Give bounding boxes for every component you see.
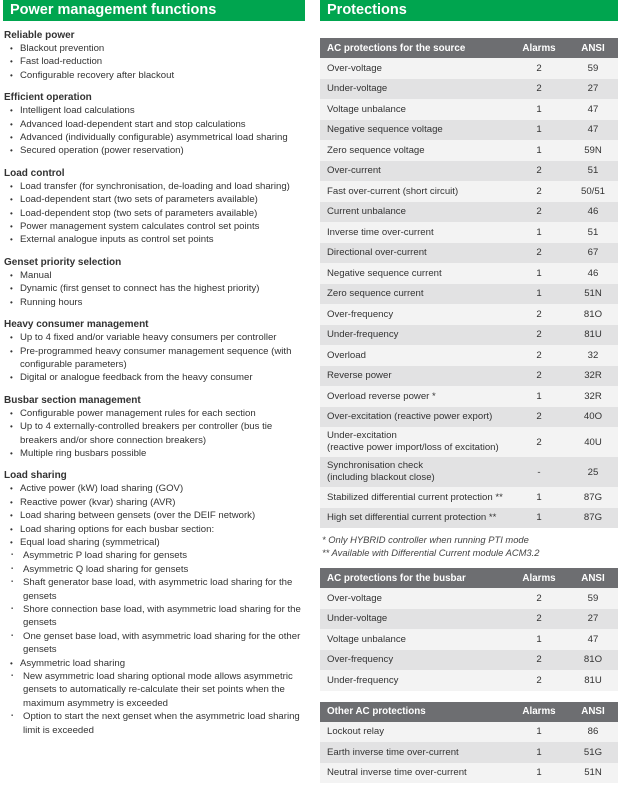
alarms-count: 1 — [510, 742, 568, 763]
table-header-row — [320, 702, 618, 722]
ansi-code: 51G — [568, 742, 618, 763]
header-ansi: ANSI — [568, 568, 618, 588]
protection-name-detail: (including blackout close) — [327, 472, 435, 483]
alarms-count: 2 — [510, 345, 568, 366]
table-row — [320, 487, 618, 508]
protection-name: Negative sequence current — [320, 263, 510, 284]
table-body — [320, 58, 618, 528]
alarms-count: 1 — [510, 629, 568, 650]
list-item — [3, 657, 305, 737]
table-row — [320, 263, 618, 284]
table-row — [320, 763, 618, 784]
sub-list-item: ▪ Shaft generator base load, with asymmetric load sharing for the gensets — [3, 576, 305, 603]
protection-name-detail: (reactive power import/loss of excitation) — [327, 442, 499, 453]
section-title: Reliable power — [4, 30, 75, 41]
ansi-code: 81O — [568, 650, 618, 671]
table-row — [320, 99, 618, 120]
protections-column — [320, 0, 618, 783]
ansi-code: 59 — [568, 588, 618, 609]
ansi-code: 32 — [568, 345, 618, 366]
ansi-code: 46 — [568, 263, 618, 284]
alarms-count: 2 — [510, 650, 568, 671]
table-row — [320, 222, 618, 243]
ansi-code: 27 — [568, 79, 618, 100]
table-row — [320, 427, 618, 457]
alarms-count: 2 — [510, 243, 568, 264]
ansi-code: 59 — [568, 58, 618, 79]
protection-name: Earth inverse time over-current — [320, 742, 510, 763]
table-body — [320, 588, 618, 691]
sub-list-item: ▪ One genset base load, with asymmetric load sharing for the other gensets — [3, 630, 305, 657]
table-row — [320, 202, 618, 223]
table-row — [320, 386, 618, 407]
table-row — [320, 304, 618, 325]
power-management-banner: Power management functions — [3, 0, 305, 21]
table-row — [320, 58, 618, 79]
section-title: Busbar section management — [4, 394, 141, 406]
source-protections-table — [320, 38, 618, 528]
list-item: • Dynamic (first genset to connect has the highest priority) — [3, 282, 305, 295]
sub-list-item: ▪ Asymmetric Q load sharing for gensets — [3, 563, 305, 576]
section-title: Load sharing — [4, 470, 67, 482]
protection-name: Over-frequency — [320, 650, 510, 671]
table-header-row — [320, 568, 618, 588]
footnotes — [322, 534, 618, 559]
list-item-label: Equal load sharing (symmetrical) — [20, 536, 160, 548]
list-item: • Advanced (individually configurable) asymmetrical load sharing — [3, 131, 305, 144]
table-row — [320, 508, 618, 529]
protection-name: Stabilized differential current protection ** — [320, 487, 510, 508]
protection-name: Zero sequence voltage — [320, 140, 510, 161]
alarms-count: 1 — [510, 263, 568, 284]
ansi-code: 86 — [568, 722, 618, 743]
ansi-code: 27 — [568, 609, 618, 630]
ansi-code: 51N — [568, 763, 618, 784]
alarms-count: 1 — [510, 222, 568, 243]
section-title: Heavy consumer management — [4, 319, 149, 331]
ansi-code: 47 — [568, 629, 618, 650]
list-item: • Load sharing between gensets (over the DEIF network) — [3, 509, 305, 522]
protection-name: Under-frequency — [320, 670, 510, 691]
section-heavy-consumer — [3, 318, 305, 385]
section-title: Genset priority selection — [4, 256, 122, 268]
section-reliable-power — [3, 29, 305, 82]
list-item: • Load sharing options for each busbar section: — [3, 523, 305, 536]
alarms-count: 2 — [510, 181, 568, 202]
header-ansi: ANSI — [568, 38, 618, 58]
list-item: • Configurable recovery after blackout — [3, 69, 305, 82]
table-header-row — [320, 38, 618, 58]
header-name: Other AC protections — [320, 702, 510, 722]
list-item: • Digital or analogue feedback from the heavy consumer — [3, 371, 305, 384]
power-management-column — [3, 0, 305, 737]
alarms-count: 1 — [510, 284, 568, 305]
protection-name: Under-frequency — [320, 325, 510, 346]
table-row — [320, 120, 618, 141]
alarms-count: 2 — [510, 304, 568, 325]
section-genset-priority — [3, 256, 305, 309]
table-row — [320, 609, 618, 630]
alarms-count: 2 — [510, 366, 568, 387]
ansi-code: 32R — [568, 366, 618, 387]
sub-list-item: ▪ Shore connection base load, with asymmetric load sharing for the gensets — [3, 603, 305, 630]
table-row — [320, 629, 618, 650]
section-load-sharing — [3, 469, 305, 737]
table-row — [320, 742, 618, 763]
alarms-count: 2 — [510, 407, 568, 428]
alarms-count: 1 — [510, 99, 568, 120]
protection-name: Over-voltage — [320, 588, 510, 609]
ansi-code: 46 — [568, 202, 618, 223]
ansi-code: 40O — [568, 407, 618, 428]
section-title: Efficient operation — [4, 92, 92, 104]
list-item: • Up to 4 fixed and/or variable heavy consumers per controller — [3, 331, 305, 344]
ansi-code: 67 — [568, 243, 618, 264]
ansi-code: 51 — [568, 222, 618, 243]
protection-name: Zero sequence current — [320, 284, 510, 305]
alarms-count: 2 — [510, 670, 568, 691]
list-item: • Active power (kW) load sharing (GOV) — [3, 482, 305, 495]
protection-name: Over-voltage — [320, 58, 510, 79]
sub-list-item: ▪ Asymmetric P load sharing for gensets — [3, 549, 305, 562]
ansi-code: 40U — [568, 427, 618, 457]
table-row — [320, 325, 618, 346]
protection-name: Over-frequency — [320, 304, 510, 325]
alarms-count: 2 — [510, 79, 568, 100]
alarms-count: 1 — [510, 763, 568, 784]
protection-name: Overload — [320, 345, 510, 366]
section-busbar — [3, 394, 305, 461]
protection-name: Negative sequence voltage — [320, 120, 510, 141]
protection-name: Voltage unbalance — [320, 99, 510, 120]
table-row — [320, 650, 618, 671]
alarms-count: - — [510, 457, 568, 487]
alarms-count: 2 — [510, 427, 568, 457]
protection-name: Current unbalance — [320, 202, 510, 223]
protection-name: Neutral inverse time over-current — [320, 763, 510, 784]
header-name: AC protections for the busbar — [320, 568, 510, 588]
list-item — [3, 536, 305, 657]
alarms-count: 2 — [510, 325, 568, 346]
alarms-count: 2 — [510, 609, 568, 630]
table-body — [320, 722, 618, 784]
protection-name: Inverse time over-current — [320, 222, 510, 243]
list-item: • Fast load-reduction — [3, 55, 305, 68]
ansi-code: 50/51 — [568, 181, 618, 202]
protection-name — [320, 457, 510, 487]
protection-name: Overload reverse power * — [320, 386, 510, 407]
alarms-count: 1 — [510, 508, 568, 529]
sub-list-item: ▪ New asymmetric load sharing optional mode allows asymmetric gensets to automatically re-calculate their set points when the maximum asymmetry is exceeded — [3, 670, 305, 710]
table-row — [320, 284, 618, 305]
list-item: • Blackout prevention — [3, 42, 305, 55]
ansi-code: 81U — [568, 325, 618, 346]
protection-name: Lockout relay — [320, 722, 510, 743]
list-item: • Running hours — [3, 296, 305, 309]
list-item: • Pre-programmed heavy consumer management sequence (with configurable parameters) — [3, 345, 305, 372]
busbar-protections-table — [320, 568, 618, 691]
table-row — [320, 345, 618, 366]
ansi-code: 81O — [568, 304, 618, 325]
protection-name: Fast over-current (short circuit) — [320, 181, 510, 202]
protections-banner: Protections — [320, 0, 618, 21]
header-alarms: Alarms — [510, 702, 568, 722]
list-item: • Intelligent load calculations — [3, 104, 305, 117]
alarms-count: 1 — [510, 722, 568, 743]
table-row — [320, 722, 618, 743]
ansi-code: 51N — [568, 284, 618, 305]
ansi-code: 59N — [568, 140, 618, 161]
list-item: • Manual — [3, 269, 305, 282]
list-item: • Load transfer (for synchronisation, de-loading and load sharing) — [3, 180, 305, 193]
other-protections-table — [320, 702, 618, 784]
section-load-control — [3, 167, 305, 247]
section-title: Load control — [4, 167, 65, 179]
list-item: • Advanced load-dependent start and stop calculations — [3, 118, 305, 131]
table-row — [320, 181, 618, 202]
list-item: • Secured operation (power reservation) — [3, 144, 305, 157]
alarms-count: 2 — [510, 58, 568, 79]
protection-name: Voltage unbalance — [320, 629, 510, 650]
table-row — [320, 161, 618, 182]
table-row — [320, 366, 618, 387]
alarms-count: 1 — [510, 120, 568, 141]
header-alarms: Alarms — [510, 568, 568, 588]
ansi-code: 81U — [568, 670, 618, 691]
table-row — [320, 670, 618, 691]
protection-name: Over-excitation (reactive power export) — [320, 407, 510, 428]
sub-list-item: ▪ Option to start the next genset when the asymmetric load sharing limit is exceeded — [3, 710, 305, 737]
list-item: • Load-dependent start (two sets of parameters available) — [3, 193, 305, 206]
list-item: • Reactive power (kvar) sharing (AVR) — [3, 496, 305, 509]
list-item-label: Asymmetric load sharing — [20, 657, 126, 669]
table-row — [320, 140, 618, 161]
alarms-count: 1 — [510, 140, 568, 161]
protection-name — [320, 427, 510, 457]
list-item: • Load-dependent stop (two sets of parameters available) — [3, 207, 305, 220]
alarms-count: 1 — [510, 487, 568, 508]
header-ansi: ANSI — [568, 702, 618, 722]
list-item: • Configurable power management rules for each section — [3, 407, 305, 420]
list-item: • External analogue inputs as control set points — [3, 233, 305, 246]
protection-name: Over-current — [320, 161, 510, 182]
protection-name: Reverse power — [320, 366, 510, 387]
ansi-code: 87G — [568, 508, 618, 529]
table-row — [320, 407, 618, 428]
header-alarms: Alarms — [510, 38, 568, 58]
ansi-code: 47 — [568, 99, 618, 120]
ansi-code: 87G — [568, 487, 618, 508]
protection-name: Under-voltage — [320, 609, 510, 630]
footnote: * Only HYBRID controller when running PTI mode — [322, 534, 529, 545]
list-item: • Up to 4 externally-controlled breakers per controller (bus tie breakers and/or shore connection breakers) — [3, 420, 305, 447]
alarms-count: 1 — [510, 386, 568, 407]
table-row — [320, 457, 618, 487]
ansi-code: 25 — [568, 457, 618, 487]
table-row — [320, 588, 618, 609]
list-item: • Multiple ring busbars possible — [3, 447, 305, 460]
ansi-code: 32R — [568, 386, 618, 407]
protection-name: Directional over-current — [320, 243, 510, 264]
section-efficient-operation — [3, 91, 305, 158]
footnote: ** Available with Differential Current module ACM3.2 — [322, 546, 540, 558]
table-row — [320, 79, 618, 100]
ansi-code: 51 — [568, 161, 618, 182]
header-name: AC protections for the source — [320, 38, 510, 58]
protection-name-line: Synchronisation check — [327, 460, 423, 471]
list-item: • Power management system calculates control set points — [3, 220, 305, 233]
alarms-count: 2 — [510, 202, 568, 223]
alarms-count: 2 — [510, 588, 568, 609]
protection-name: High set differential current protection ** — [320, 508, 510, 529]
protection-name-line: Under-excitation — [327, 430, 397, 441]
table-row — [320, 243, 618, 264]
protection-name: Under-voltage — [320, 79, 510, 100]
alarms-count: 2 — [510, 161, 568, 182]
ansi-code: 47 — [568, 120, 618, 141]
